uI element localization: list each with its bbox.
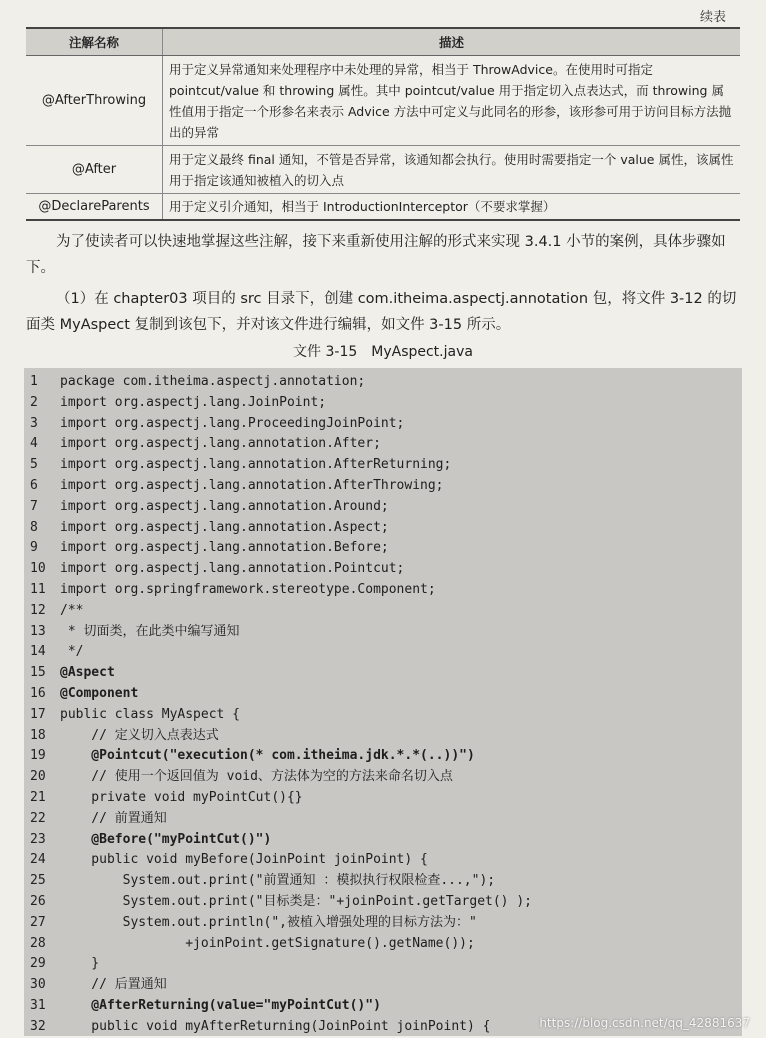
code-line <box>24 434 381 455</box>
watermark: https://blog.csdn.net/qq_42881637 <box>539 1016 750 1030</box>
code-line <box>24 393 326 414</box>
code-line <box>24 975 167 996</box>
code-line <box>24 538 389 559</box>
code-line-number: 7 <box>30 498 38 514</box>
code-line-number: 10 <box>30 561 46 577</box>
code-line <box>24 476 444 497</box>
code-line-text: import org.aspectj.lang.annotation.Before; <box>60 540 389 556</box>
code-line-number: 24 <box>30 852 46 868</box>
header-annotation-name: 注解名称 <box>26 28 163 56</box>
code-line <box>24 705 240 726</box>
code-line <box>24 559 404 580</box>
step-paragraph: （1）在 chapter03 项目的 src 目录下，创建 com.itheima.aspectj.annotation 包，将文件 3-12 的切面类 MyAspect 复制到该包下，并对该文件进行编辑，如文件 3-15 所示。 <box>26 291 737 333</box>
code-line <box>24 746 475 767</box>
code-line-text: @Before("myPointCut()") <box>60 831 272 847</box>
continued-label: 续表 <box>699 10 726 25</box>
code-line-number: 18 <box>30 727 46 743</box>
code-line-text: System.out.println(",被植入增强处理的目标方法为：" <box>60 914 477 930</box>
code-line-number: 31 <box>30 998 46 1013</box>
code-line-number: 2 <box>30 394 38 410</box>
code-line <box>24 871 495 892</box>
code-line-text: @Component <box>60 686 139 701</box>
code-line-number: 16 <box>30 686 46 701</box>
code-line-text: package com.itheima.aspectj.annotation; <box>60 374 366 389</box>
code-line-text: // 后置通知 <box>60 977 167 993</box>
code-line <box>24 455 451 476</box>
code-line-text: * 切面类，在此类中编写通知 <box>60 623 240 639</box>
code-line <box>24 497 389 518</box>
code-line-text: @Aspect <box>60 665 115 681</box>
code-line-text: import org.aspectj.lang.ProceedingJoinPoint; <box>60 415 405 431</box>
code-line-text: @AfterReturning(value="myPointCut()") <box>60 998 381 1013</box>
code-line-number: 3 <box>30 415 38 431</box>
code-line-number: 6 <box>30 478 38 493</box>
annotation-table <box>26 27 740 221</box>
code-line-number: 26 <box>30 894 46 909</box>
code-line <box>24 580 436 601</box>
code-line <box>24 850 428 871</box>
code-line-text: public class MyAspect { <box>60 706 241 722</box>
table-row <box>26 194 740 221</box>
code-line-number: 27 <box>30 914 46 930</box>
code-line-number: 29 <box>30 956 46 972</box>
code-line-text: import org.aspectj.lang.annotation.AfterReturning; <box>60 457 452 473</box>
table-row <box>26 56 740 146</box>
annotation-desc: 用于定义引介通知，相当于 IntroductionInterceptor（不要求掌握） <box>163 194 741 221</box>
code-line <box>24 663 115 684</box>
code-line-text: public void myBefore(JoinPoint joinPoint) { <box>60 852 428 868</box>
code-line <box>24 788 303 809</box>
code-line-text: import org.aspectj.lang.annotation.After; <box>60 436 381 452</box>
code-line <box>24 518 389 539</box>
code-line <box>24 954 99 975</box>
code-line <box>24 622 239 643</box>
code-line-text: import org.aspectj.lang.annotation.Aspect; <box>60 519 389 535</box>
code-listing <box>24 368 742 1036</box>
code-line-text: +joinPoint.getSignature().getName()); <box>60 935 475 951</box>
code-line-number: 12 <box>30 602 46 618</box>
code-line <box>24 809 167 830</box>
code-line-number: 13 <box>30 623 46 639</box>
code-line-text: */ <box>60 644 84 660</box>
code-line <box>24 601 83 622</box>
annotation-name: @AfterThrowing <box>26 56 163 146</box>
code-line <box>24 726 219 747</box>
code-line-text: import org.aspectj.lang.annotation.Pointcut; <box>60 561 405 577</box>
code-line <box>24 830 271 851</box>
code-line <box>24 414 404 435</box>
code-line-number: 22 <box>30 810 46 826</box>
intro-paragraph: 为了使读者可以快速地掌握这些注解，接下来重新使用注解的形式来实现 3.4.1 小节的案例，具体步骤如下。 <box>26 234 726 276</box>
code-line-text: } <box>60 956 100 972</box>
code-line-text: import org.springframework.stereotype.Component; <box>60 582 436 597</box>
file-caption: 文件 3-15 MyAspect.java <box>293 344 473 360</box>
code-line-number: 9 <box>30 540 38 556</box>
code-line-number: 4 <box>30 436 38 452</box>
annotation-name: @After <box>26 146 163 194</box>
code-line-number: 5 <box>30 457 38 473</box>
code-line <box>24 767 453 788</box>
code-line-number: 11 <box>30 582 46 597</box>
code-line-text: // 前置通知 <box>60 810 167 826</box>
code-line-number: 25 <box>30 873 46 889</box>
code-line-text: public void myAfterReturning(JoinPoint joinPoint) { <box>60 1018 491 1034</box>
code-line <box>24 934 475 955</box>
code-line-number: 17 <box>30 706 46 722</box>
code-line-text: // 定义切入点表达式 <box>60 727 219 743</box>
code-line-text: System.out.print("目标类是："+joinPoint.getTarget() ); <box>60 894 532 909</box>
table-row <box>26 146 740 194</box>
code-line-text: private void myPointCut(){} <box>60 790 303 805</box>
code-line-number: 21 <box>30 790 46 805</box>
code-line-text: import org.aspectj.lang.JoinPoint; <box>60 394 327 410</box>
code-line-text: import org.aspectj.lang.annotation.Around; <box>60 498 389 514</box>
code-line <box>24 892 532 913</box>
code-line-number: 32 <box>30 1018 46 1034</box>
code-line-number: 8 <box>30 519 38 535</box>
code-line-number: 20 <box>30 769 46 785</box>
code-line-text: @Pointcut("execution(* com.itheima.jdk.*.*(..))") <box>60 748 475 764</box>
code-line <box>24 372 365 393</box>
code-line-text: System.out.print("前置通知 ：模拟执行权限检查...,"); <box>60 873 496 889</box>
code-line <box>24 684 138 705</box>
code-line <box>24 1017 490 1038</box>
code-line-text: /** <box>60 602 84 618</box>
code-line-number: 23 <box>30 831 46 847</box>
code-line-text: import org.aspectj.lang.annotation.AfterThrowing; <box>60 478 444 493</box>
annotation-desc: 用于定义最终 final 通知，不管是否异常，该通知都会执行。使用时需要指定一个 value 属性，该属性用于指定该通知被植入的切入点 <box>163 146 741 194</box>
code-line-number: 19 <box>30 748 46 764</box>
annotation-desc: 用于定义异常通知来处理程序中未处理的异常，相当于 ThrowAdvice。在使用时可指定 pointcut/value 和 throwing 属性。其中 pointcut/value 用于指定切入点表达式，而 throwing 属性值用于指定一个形参名来表示 Advice 方法中可定义与此同名的形参，该形参可用于访问目标方法抛出的异常 <box>163 56 741 146</box>
code-line-number: 15 <box>30 665 46 681</box>
code-line <box>24 913 477 934</box>
code-line <box>24 996 381 1017</box>
code-line <box>24 642 83 663</box>
header-description: 描述 <box>163 28 741 56</box>
code-line-number: 1 <box>30 374 38 389</box>
code-line-number: 30 <box>30 977 46 993</box>
annotation-name: @DeclareParents <box>26 194 163 221</box>
code-line-text: // 使用一个返回值为 void、方法体为空的方法来命名切入点 <box>60 769 453 785</box>
code-line-number: 28 <box>30 935 46 951</box>
code-line-number: 14 <box>30 644 46 660</box>
table-header-row <box>26 28 740 56</box>
